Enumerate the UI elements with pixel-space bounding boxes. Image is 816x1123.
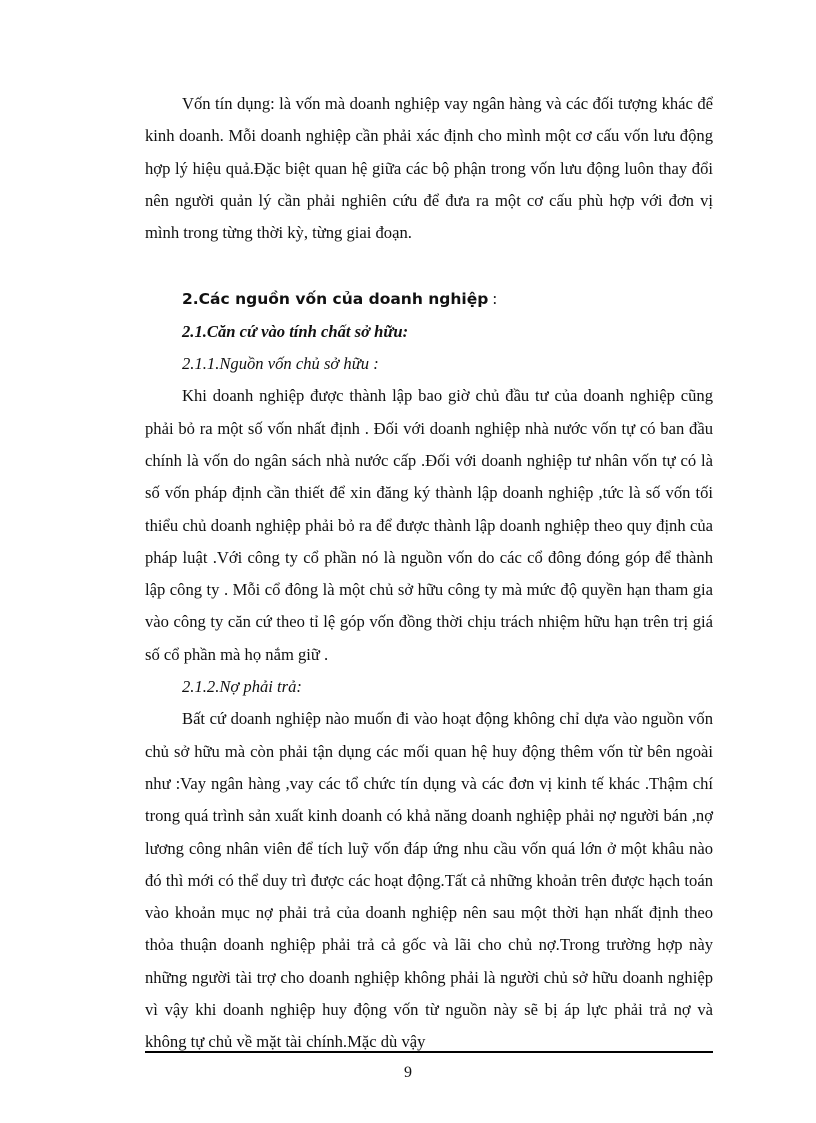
section-heading-colon: : [488,289,498,309]
own-capital-paragraph: Khi doanh nghiệp được thành lập bao giờ chủ đầu tư của doanh nghiệp cũng phải bỏ ra một số vốn nhất định . Đối với doanh nghiệp nhà nước vốn tự có ban đầu chính là vốn do ngân sách nhà nước cấp .Đối với doanh nghiệp tư nhân vốn tự có là số vốn pháp định cần thiết để xin đăng ký thành lập doanh nghiệp ,tức là số vốn tối thiểu chủ doanh nghiệp phải bỏ ra để được thành lập doanh nghiệp theo quy định của pháp luật .Với công ty cổ phần nó là nguồn vốn do các cổ đông đóng góp để thành lập công ty . Mỗi cổ đông là một chủ sở hữu công ty mà mức độ quyền hạn tham gia vào công ty căn cứ theo tỉ lệ góp vốn đồng thời chịu trách nhiệm hữu hạn trên trị giá số cổ phần mà họ nắm giữ . [145,386,713,664]
page-number: 9 [404,1064,412,1081]
section-gap [145,249,713,283]
subsubsection-heading-own-capital: 2.1.1.Nguồn vốn chủ sở hữu : [182,354,379,374]
intro-paragraph: Vốn tín dụng: là vốn mà doanh nghiệp vay ngân hàng và các đối tượng khác để kinh doanh. Mỗi doanh nghiệp cần phải xác định cho mình một cơ cấu vốn lưu động hợp lý hiệu quả.Đặc biệt quan hệ giữa các bộ phận trong vốn lưu động luôn thay đổi nên người quản lý cần phải nghiên cứu để đưa ra một cơ cấu phù hợp với đơn vị mình trong từng thời kỳ, từng giai đoạn. [145,94,713,243]
subsubsection-heading-liabilities: 2.1.2.Nợ phải trả: [182,677,302,697]
liabilities-paragraph: Bất cứ doanh nghiệp nào muốn đi vào hoạt động không chỉ dựa vào nguồn vốn chủ sở hữu mà còn phải tận dụng các mối quan hệ huy động thêm vốn từ bên ngoài như :Vay ngân hàng ,vay các tổ chức tín dụng và các đơn vị kinh tế khác .Thậm chí trong quá trình sản xuất kinh doanh có khả năng doanh nghiệp phải nợ người bán ,nợ lương công nhân viên để tích luỹ vốn đáp ứng nhu cầu vốn quá lớn ở một khâu nào đó thì mới có thể duy trì được các hoạt động.Tất cả những khoản trên được hạch toán vào khoản mục nợ phải trả của doanh nghiệp nên sau một thời hạn nhất định theo thỏa thuận doanh nghiệp phải trả cả gốc và lãi cho chủ nợ.Trong trường hợp này những người tài trợ cho doanh nghiệp không phải là người chủ sở hữu doanh nghiệp vì vậy khi doanh nghiệp huy động vốn từ nguồn này sẽ bị áp lực phải trả nợ và không tự chủ về mặt tài chính.Mặc dù vậy [145,709,713,1052]
section-heading-title: 2.Các nguồn vốn của doanh nghiệp [182,290,489,309]
section-heading [145,283,713,315]
document-page [145,88,713,1059]
subsection-heading: 2.1.Căn cứ vào tính chất sở hữu: [182,321,409,341]
footer-rule [145,1051,713,1053]
